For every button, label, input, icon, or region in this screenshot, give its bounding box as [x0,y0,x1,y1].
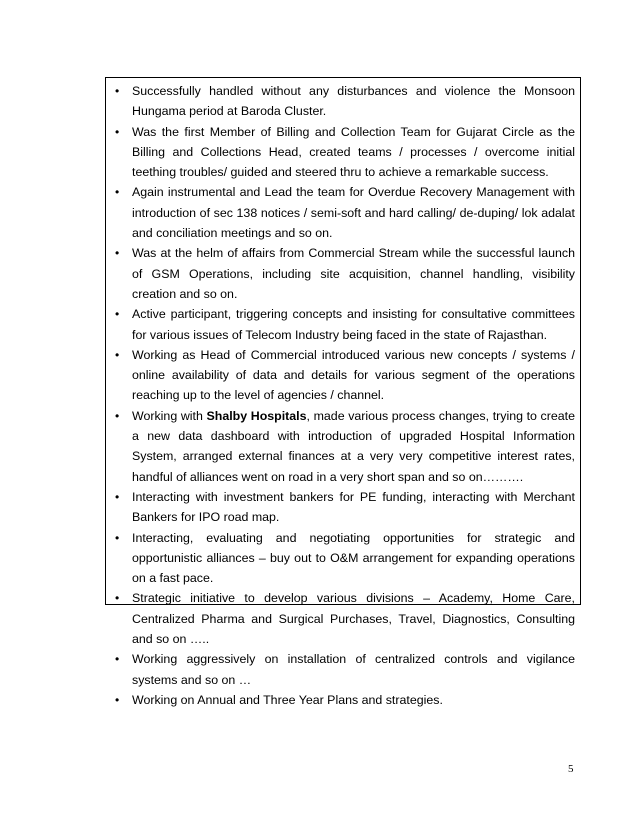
bullet-icon: • [115,185,120,200]
achievements-list [106,81,580,710]
list-item [106,81,580,122]
list-item-text: Was at the helm of affairs from Commercial Stream while the successful launch of GSM Operations, including site acquisition, channel handling, visibility creation and so on. [132,246,575,301]
bullet-icon: • [115,530,120,545]
list-item-text: , made various process changes, trying to create a new data dashboard with introduction of upgraded Hospital Information System, arranged external finances at a very very competitive interest rates, handful of alliances went on road in a very short span and so on………. [132,408,575,484]
list-item-text: Working aggressively on installation of centralized controls and vigilance systems and so on … [132,652,575,687]
list-item [106,528,580,589]
bullet-icon: • [115,347,120,362]
list-item-text: Active participant, triggering concepts and insisting for consultative committees for various issues of Telecom Industry being faced in the state of Rajasthan. [132,307,575,342]
bullet-icon: • [115,408,120,423]
list-item-text: Working as Head of Commercial introduced various new concepts / systems / online availability of data and details for various segment of the operations reaching up to the level of agencies / channel. [132,347,575,403]
list-item-text: Interacting with investment bankers for PE funding, interacting with Merchant Bankers for IPO road map. [132,489,575,525]
list-item-text: Interacting, evaluating and negotiating opportunities for strategic and opportunistic alliances – buy out to O&M arrangement for expanding operations on a fast pace. [132,530,575,586]
bullet-icon: • [115,307,120,322]
list-item [106,406,580,487]
bullet-icon: • [115,652,120,667]
company-name: Shalby Hospitals [206,408,307,423]
list-item [106,649,580,690]
list-item-text: Was the first Member of Billing and Collection Team for Gujarat Circle as the Billing and Collections Head, created teams / processes / overcome initial teething troubles/ guided and steered thru to achieve a remarkable success. [132,124,575,180]
list-item [106,588,580,649]
list-item [106,690,580,710]
list-item-prefix: Working with [132,408,207,423]
bullet-icon: • [115,692,120,707]
bullet-icon: • [115,246,120,261]
list-item [106,304,580,345]
list-item [106,345,580,406]
list-item [106,243,580,304]
list-item [106,182,580,243]
bullet-list-box [105,77,581,707]
list-item-text: Strategic initiative to develop various divisions – Academy, Home Care, Centralized Pharma and Surgical Purchases, Travel, Diagnostics, Consulting and so on ….. [132,591,575,647]
list-item-text: Again instrumental and Lead the team for Overdue Recovery Management with introduction of sec 138 notices / semi-soft and hard calling/ de-duping/ lok adalat and conciliation meetings and so on. [132,185,575,241]
bullet-icon: • [115,591,120,606]
bullet-icon: • [115,84,120,98]
list-item [106,122,580,183]
list-item [106,487,580,528]
bullet-icon: • [115,124,120,139]
bullet-icon: • [115,489,120,504]
page-number: 5 [568,763,574,775]
list-item-text: Working on Annual and Three Year Plans and strategies. [132,692,443,707]
list-item-text: Successfully handled without any disturbances and violence the Monsoon Hungama period at Baroda Cluster. [132,84,575,119]
